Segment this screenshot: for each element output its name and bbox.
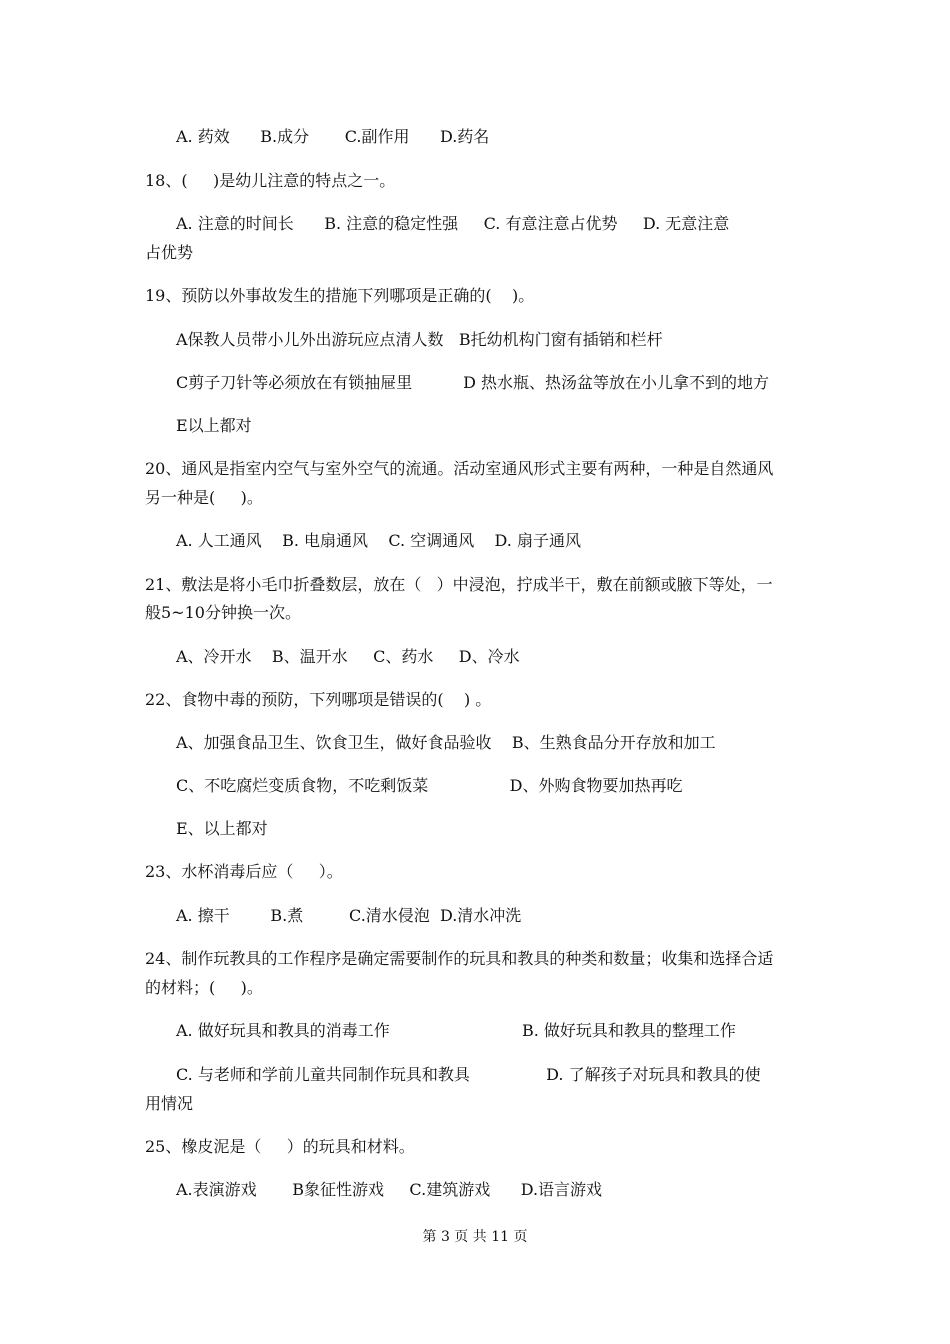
q17-options: A. 药效 B.成分 C.副作用 D.药名	[176, 127, 490, 146]
question-20-continued: 另一种是( )。	[145, 488, 263, 507]
question-19: 19、预防以外事故发生的措施下列哪项是正确的( )。	[145, 286, 535, 305]
q24-options-cd: C. 与老师和学前儿童共同制作玩具和教具 D. 了解孩子对玩具和教具的使	[176, 1065, 761, 1084]
page-number-footer: 第 3 页 共 11 页	[422, 1229, 528, 1245]
question-18: 18、( )是幼儿注意的特点之一。	[145, 171, 396, 190]
q19-option-e: E以上都对	[176, 416, 252, 435]
q22-option-e: E、以上都对	[176, 819, 268, 838]
q19-options-ab: A保教人员带小儿外出游玩应点清人数 B托幼机构门窗有插销和栏杆	[176, 330, 663, 349]
question-23: 23、水杯消毒后应（ ）。	[145, 862, 343, 881]
question-24: 24、制作玩教具的工作程序是确定需要制作的玩具和教具的种类和数量；收集和选择合适	[145, 949, 774, 968]
question-21-continued: 般5~10分钟换一次。	[145, 603, 301, 622]
question-25: 25、橡皮泥是（ ）的玩具和材料。	[145, 1137, 415, 1156]
q18-options: A. 注意的时间长 B. 注意的稳定性强 C. 有意注意占优势 D. 无意注意	[176, 214, 730, 233]
q20-options: A. 人工通风 B. 电扇通风 C. 空调通风 D. 扇子通风	[176, 531, 581, 550]
q22-options-ab: A、加强食品卫生、饮食卫生，做好食品验收 B、生熟食品分开存放和加工	[176, 733, 716, 752]
q23-options: A. 擦干 B.煮 C.清水侵泡 D.清水冲洗	[176, 906, 522, 925]
q21-options: A、冷开水 B、温开水 C、药水 D、冷水	[176, 647, 520, 666]
q24-options-continued: 用情况	[145, 1094, 194, 1113]
q19-options-cd: C剪子刀针等必须放在有锁抽屉里 D 热水瓶、热汤盆等放在小儿拿不到的地方	[176, 373, 770, 392]
q18-options-continued: 占优势	[145, 243, 194, 262]
question-24-continued: 的材料；( )。	[145, 978, 263, 997]
q22-options-cd: C、不吃腐烂变质食物，不吃剩饭菜 D、外购食物要加热再吃	[176, 776, 683, 795]
q24-options-ab: A. 做好玩具和教具的消毒工作 B. 做好玩具和教具的整理工作	[176, 1021, 736, 1040]
question-21: 21、敷法是将小毛巾折叠数层，放在（ ）中浸泡，拧成半干，敷在前额或腋下等处，一	[145, 575, 773, 594]
q25-options: A.表演游戏 B象征性游戏 C.建筑游戏 D.语言游戏	[176, 1180, 603, 1199]
question-22: 22、食物中毒的预防，下列哪项是错误的( ) 。	[145, 690, 492, 709]
question-20: 20、通风是指室内空气与室外空气的流通。活动室通风形式主要有两种，一种是自然通风	[145, 459, 774, 478]
